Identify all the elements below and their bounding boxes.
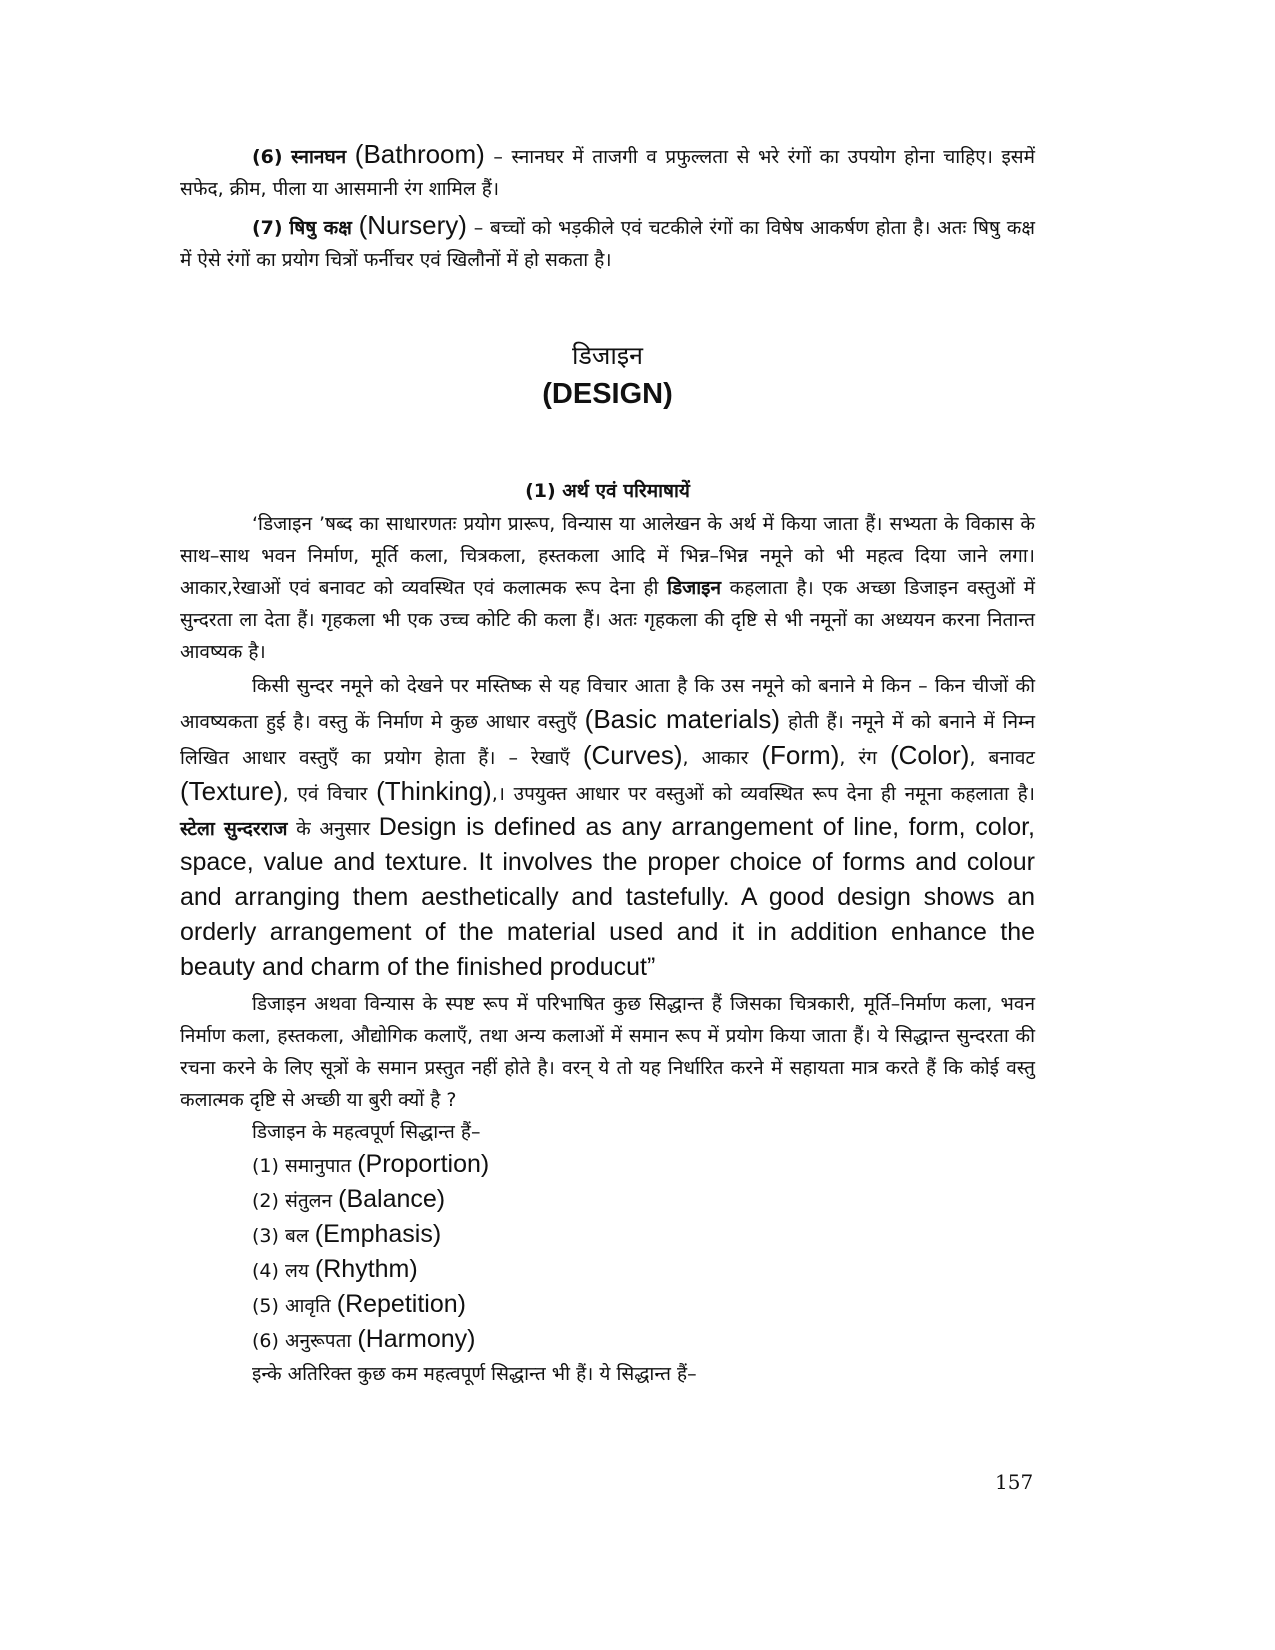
english-term: (Thinking): [376, 776, 492, 806]
section-title-hindi: डिजाइन: [571, 341, 644, 370]
paragraph-principles: डिजाइन अथवा विन्यास के स्पष्ट रूप में परिभाषित कुछ सिद्धान्त हैं जिसका चित्रकारी, मूर्ति–निर्माण कला, भवन निर्माण कला, हस्तकला, औद्योगिक कलाएँ, तथा अन्य कलाओं में समान रूप में प्रयोग किया जाता हैं। ये सिद्धान्त सुन्दरता की रचना करने के लिए सूत्रों के समान प्रस्तुत नहीं होते है। वरन् ये तो यह निर्धारित करने में सहायता मात्र करते हैं कि कोई वस्तु कलात्मक दृष्टि से अच्छी या बुरी क्यों है ?: [180, 993, 1035, 1111]
english-term: (Color): [889, 740, 970, 770]
list-item: (5) आवृति (Repetition): [252, 1290, 466, 1318]
section-title-english: (DESIGN): [542, 378, 673, 410]
paragraph-bathroom: [180, 138, 1035, 205]
text-run: , रंग: [839, 747, 890, 769]
list-item: (1) समानुपात (Proportion): [252, 1150, 490, 1178]
english-term: (Texture): [180, 776, 283, 806]
item-text: – स्नानघर में ताजगी व प्रफुल्लता से भरे रंगों का उपयोग होना चाहिए। इसमें सफेद, क्रीम, पीला या आसमानी रंग शामिल हैं।: [180, 146, 1036, 200]
text-run: , बनावट: [969, 747, 1035, 769]
english-term: (Form): [761, 740, 840, 770]
text-run: ‘डिजाइन ’षब्द का साधारणतः प्रयोग प्रारूप, विन्यास या आलेखन के अर्थ में किया जाता हैं। सभ्यता के विकास के साथ–साथ भवन निर्माण, मूर्ति कला, चित्रकला, हस्तकला आदि में भिन्न–भिन्न नमूने को भी महत्व दिया जाने लगा। आकार,रेखाओं एवं बनावट को व्यवस्थित एवं कलात्मक रूप देना ही: [180, 513, 1035, 599]
author-name: स्टेला सुन्दरराज: [180, 818, 288, 840]
bold-term: डिजाइन: [667, 577, 722, 599]
text-run: होती हैं। नमूने में को बनाने में निम्न लिखित आधार वस्तुएँ का प्रयोग हेाता हैं। – रेखाएँ: [180, 711, 1035, 769]
list-item: (4) लय (Rhythm): [252, 1255, 418, 1283]
closing-line: इन्के अतिरिक्त कुछ कम महत्वपूर्ण सिद्धान्त भी हैं। ये सिद्धान्त हैं–: [252, 1363, 697, 1385]
text-run: , आकार: [682, 747, 762, 769]
english-term: (Curves): [582, 740, 683, 770]
text-run: , एवं विचार: [282, 783, 377, 805]
list-item: (6) अनुरूपता (Harmony): [252, 1325, 476, 1353]
principles-list: [180, 1148, 1035, 1358]
item-number: (6): [252, 146, 283, 168]
paragraph-basic-materials: [180, 670, 1035, 986]
item-term: षिषु कक्ष: [289, 217, 352, 239]
design-definition-quote: Design is defined as any arrangement of line, form, color, space, value and texture. It involves the proper choice of forms and colour and arranging them aesthetically and tastefully. A good design shows an orderly arrangement of the material used and it in addition enhance the beauty and charm of the finished producut”: [180, 813, 1035, 981]
paragraph-meaning: [180, 508, 1035, 668]
subheading: (1) अर्थ एवं परिमाषायें: [525, 480, 690, 502]
text-run: किसी सुन्दर नमूने को देखने पर मस्तिष्क से यह विचार आता है कि उस नमूने को बनाने मे किन – किन चीजों की आवष्यकता हुई है। वस्तु कें निर्माण मे कुछ आधार वस्तुएँ: [180, 675, 1035, 733]
principles-intro: डिजाइन के महत्वपूर्ण सिद्धान्त हैं–: [252, 1121, 481, 1143]
text-run: के अनुसार: [287, 818, 379, 840]
item-term: स्नानघन: [291, 146, 347, 168]
text-run: कहलाता है। एक अच्छा डिजाइन वस्तुओं में सुन्दरता ला देता हैं। गृहकला भी एक उच्च कोटि की कला हैं। अतः गृहकला की दृष्टि से भी नमूनों का अध्ययन करना नितान्त आवष्यक है।: [180, 577, 1035, 663]
item-number: (7): [252, 217, 283, 239]
list-item: (3) बल (Emphasis): [252, 1220, 442, 1248]
text-run: ,। उपयुक्त आधार पर वस्तुओं को व्यवस्थित रूप देना ही नमूना कहलाता है।: [491, 783, 1035, 805]
list-item: (2) संतुलन (Balance): [252, 1185, 446, 1213]
english-term: (Basic materials): [584, 704, 781, 734]
document-page: [180, 138, 1035, 1390]
paragraph-nursery: [180, 209, 1035, 276]
page-number: 157: [995, 1470, 1034, 1494]
item-term-english: (Nursery): [358, 210, 467, 240]
item-term-english: (Bathroom): [354, 139, 485, 169]
item-text: – बच्चों को भड़कीले एवं चटकीले रंगों का विषेष आकर्षण होता है। अतः षिषु कक्ष में ऐसे रंगों का प्रयोग चित्रों फर्नीचर एवं खिलौनों में हो सकता है।: [180, 217, 1036, 271]
